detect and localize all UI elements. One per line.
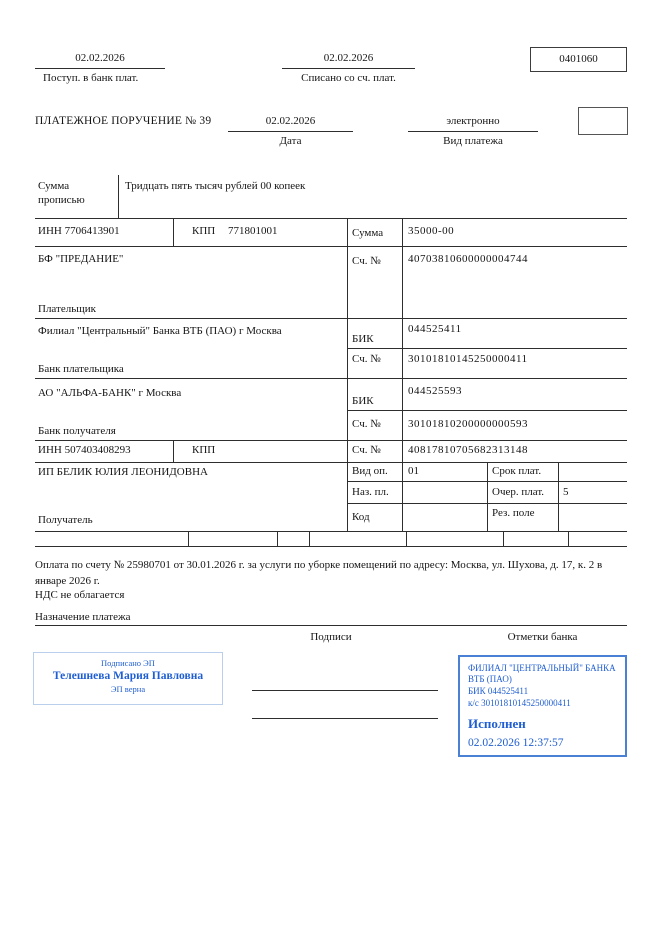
divider-line: [347, 410, 627, 411]
payee-bank-bik-label: БИК: [352, 395, 374, 407]
payee-label: Получатель: [38, 514, 93, 526]
payer-kpp-value: 771801001: [228, 225, 278, 237]
document-title: ПЛАТЕЖНОЕ ПОРУЧЕНИЕ № 39: [35, 115, 212, 127]
op-kind-label: Вид оп.: [352, 465, 388, 477]
payee-bank-name: АО "АЛЬФА-БАНК" г Москва: [38, 387, 182, 399]
payee-bank-account: 30101810200000000593: [408, 418, 528, 430]
bank-stamp-corr-account: к/с 30101810145250000411: [468, 698, 571, 708]
divider-line: [35, 462, 627, 463]
signature-line-1: [252, 690, 438, 691]
bank-stamp-bank-name: ФИЛИАЛ "ЦЕНТРАЛЬНЫЙ" БАНКА ВТБ (ПАО): [468, 663, 616, 684]
divider-line: [406, 531, 407, 546]
payee-bank-account-label: Сч. №: [352, 418, 381, 430]
payer-bank-account: 30101810145250000411: [408, 353, 528, 365]
divider-line: [35, 68, 165, 69]
form-code: 0401060: [559, 53, 598, 65]
divider-line: [35, 218, 627, 219]
divider-line: [347, 218, 348, 531]
due-date-label: Срок плат.: [492, 465, 542, 477]
divider-line: [282, 68, 415, 69]
divider-line: [487, 462, 488, 531]
divider-line: [35, 625, 627, 626]
bank-stamp-bik: БИК 044525411: [468, 686, 529, 696]
payer-inn: ИНН 7706413901: [38, 225, 120, 237]
payee-account: 40817810705682313148: [408, 444, 528, 456]
payment-purpose-label: Назначение платежа: [35, 611, 131, 623]
priority-value: 5: [563, 486, 569, 498]
form-code-box: [530, 47, 627, 72]
divider-line: [568, 531, 569, 546]
divider-line: [347, 348, 627, 349]
debited-label: Списано со сч. плат.: [301, 72, 396, 84]
bank-stamp-status: Исполнен: [468, 716, 526, 731]
signatory-name: Телешнева Мария Павловна: [52, 670, 204, 682]
received-in-bank-date: 02.02.2026: [75, 52, 125, 64]
payee-kpp-label: КПП: [192, 444, 216, 456]
payer-bank-account-label: Сч. №: [352, 353, 381, 365]
payer-name: БФ "ПРЕДАНИЕ": [38, 253, 124, 265]
code-label: Код: [352, 511, 370, 523]
amount-words-label-1: Сумма: [38, 180, 70, 192]
divider-line: [35, 246, 627, 247]
divider-line: [173, 218, 174, 246]
payee-inn: ИНН 507403408293: [38, 444, 131, 456]
signatures-label: Подписи: [310, 631, 352, 643]
divider-line: [173, 440, 174, 462]
amount-words-label-2: прописью: [38, 194, 85, 206]
payment-kind-checkbox: [578, 107, 628, 135]
signed-with-esign-text: Подписано ЭП: [101, 658, 155, 668]
bank-stamp-datetime: 02.02.2026 12:37:57: [468, 737, 564, 749]
payer-account-label: Сч. №: [352, 255, 381, 267]
divider-line: [408, 131, 538, 132]
payee-bank-bik: 044525593: [408, 385, 462, 397]
bank-marks-label: Отметки банка: [507, 631, 578, 643]
amount-label: Сумма: [352, 227, 384, 239]
bank-execution-stamp: [458, 655, 627, 757]
payment-kind-value: электронно: [446, 115, 500, 127]
payer-bank-name: Филиал "Центральный" Банка ВТБ (ПАО) г Москва: [38, 325, 282, 337]
divider-line: [228, 131, 353, 132]
payer-bank-bik: 044525411: [408, 323, 462, 335]
payer-account: 40703810600000004744: [408, 253, 528, 265]
divider-line: [347, 503, 627, 504]
payer-bank-label: Банк плательщика: [38, 363, 124, 375]
divider-line: [558, 462, 559, 531]
divider-line: [402, 218, 403, 531]
signature-line-2: [252, 718, 438, 719]
payee-account-label: Сч. №: [352, 444, 381, 456]
debited-date: 02.02.2026: [323, 52, 374, 64]
payee-name: ИП БЕЛИК ЮЛИЯ ЛЕОНИДОВНА: [38, 466, 208, 478]
divider-line: [35, 318, 627, 319]
op-kind-value: 01: [408, 465, 419, 477]
amount-value: 35000-00: [408, 225, 455, 237]
e-signature-stamp: [33, 652, 223, 705]
date-label: Дата: [279, 135, 302, 147]
divider-line: [503, 531, 504, 546]
payee-bank-label: Банк получателя: [38, 425, 116, 437]
payer-bank-bik-label: БИК: [352, 333, 374, 345]
divider-line: [35, 531, 627, 532]
divider-line: [309, 531, 310, 546]
priority-label: Очер. плат.: [492, 486, 545, 498]
purpose-code-label: Наз. пл.: [352, 486, 389, 498]
document-date: 02.02.2026: [265, 115, 316, 127]
received-in-bank-label: Поступ. в банк плат.: [43, 72, 139, 84]
divider-line: [188, 531, 189, 546]
divider-line: [35, 378, 627, 379]
divider-line: [35, 546, 627, 547]
vat-note: НДС не облагается: [35, 589, 125, 601]
payer-label: Плательщик: [38, 303, 96, 315]
divider-line: [347, 481, 627, 482]
payment-purpose-text: Оплата по счету № 25980701 от 30.01.2026 г. за услуги по уборке помещений по адресу: Москва, ул. Шухова, д. 17, к. 2 в январе 2026 г.: [35, 559, 603, 587]
divider-line: [35, 440, 627, 441]
divider-line: [277, 531, 278, 546]
amount-in-words: Тридцать пять тысяч рублей 00 копеек: [125, 180, 306, 192]
divider-line: [118, 175, 119, 218]
esign-valid-text: ЭП верна: [110, 684, 146, 694]
reserve-field-label: Рез. поле: [492, 507, 535, 519]
payer-kpp-label: КПП: [192, 225, 216, 237]
payment-kind-label: Вид платежа: [443, 135, 503, 147]
